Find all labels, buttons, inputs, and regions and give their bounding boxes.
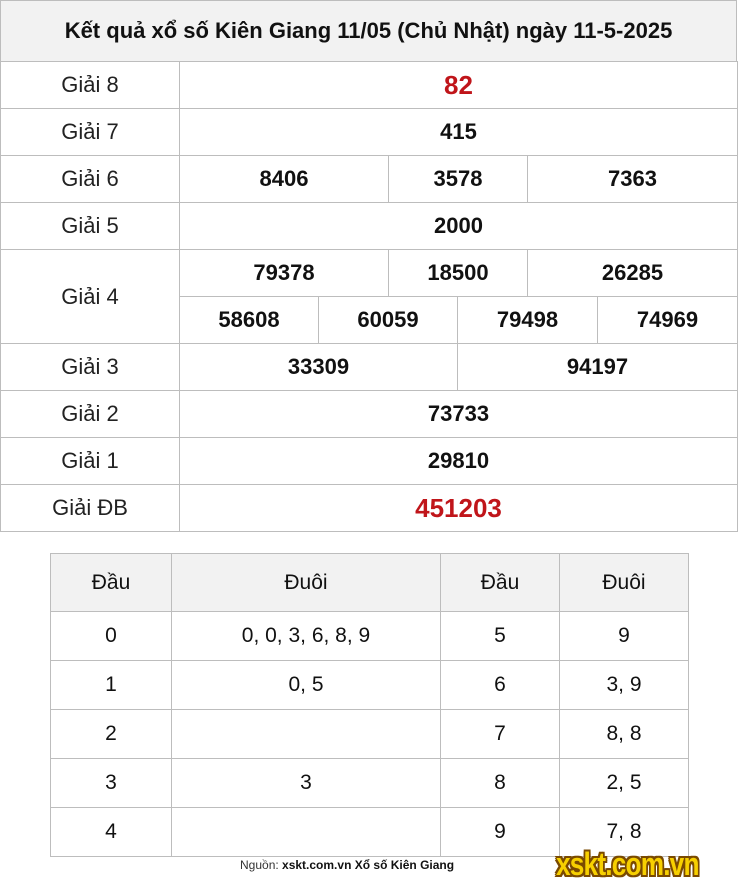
source-link[interactable]: xskt.com.vn Xổ số Kiên Giang [282, 858, 455, 872]
prize-row-gdb [1, 485, 738, 532]
loto-duoi: 2, 5 [560, 759, 689, 808]
prize-row-g1 [1, 438, 738, 485]
loto-duoi: 3, 9 [560, 661, 689, 710]
prize-label: Giải 4 [1, 250, 180, 344]
loto-row [51, 612, 689, 661]
prize-number: 79378 [180, 250, 389, 297]
loto-dau: 4 [51, 808, 172, 857]
prize-number: 3578 [389, 156, 528, 203]
loto-dau: 1 [51, 661, 172, 710]
prize-number: 415 [180, 109, 738, 156]
prize-number: 26285 [528, 250, 738, 297]
prize-number: 8406 [180, 156, 389, 203]
loto-dau: 0 [51, 612, 172, 661]
loto-header: Đầu [51, 554, 172, 612]
prize-number: 58608 [180, 297, 319, 344]
prize-label: Giải 7 [1, 109, 180, 156]
page-title: Kết quả xổ số Kiên Giang 11/05 (Chủ Nhật) ngày 11-5-2025 [0, 0, 737, 62]
prize-number: 33309 [180, 344, 458, 391]
loto-duoi: 7, 8 [560, 808, 689, 857]
loto-duoi: 3 [172, 759, 441, 808]
prize-label: Giải 1 [1, 438, 180, 485]
loto-header: Đuôi [560, 554, 689, 612]
prize-row-g7 [1, 109, 738, 156]
prize-number: 79498 [458, 297, 598, 344]
prize-number: 82 [180, 62, 738, 109]
special-prize-number: 451203 [180, 485, 738, 532]
site-logo[interactable]: xskt.com.vn [556, 846, 699, 882]
source-prefix: Nguồn: [240, 858, 283, 872]
source-credit [240, 858, 454, 872]
loto-duoi: 8, 8 [560, 710, 689, 759]
loto-dau: 7 [441, 710, 560, 759]
prize-label: Giải 3 [1, 344, 180, 391]
loto-dau: 8 [441, 759, 560, 808]
loto-dau: 2 [51, 710, 172, 759]
prize-label: Giải 2 [1, 391, 180, 438]
prize-row-g3 [1, 344, 738, 391]
prize-number: 73733 [180, 391, 738, 438]
loto-row [51, 710, 689, 759]
loto-duoi: 9 [560, 612, 689, 661]
prize-row-g5 [1, 203, 738, 250]
prize-label: Giải ĐB [1, 485, 180, 532]
loto-header: Đầu [441, 554, 560, 612]
prize-label: Giải 6 [1, 156, 180, 203]
prize-number: 18500 [389, 250, 528, 297]
loto-table [50, 553, 689, 857]
loto-duoi: 0, 0, 3, 6, 8, 9 [172, 612, 441, 661]
loto-row [51, 759, 689, 808]
loto-dau: 9 [441, 808, 560, 857]
loto-header: Đuôi [172, 554, 441, 612]
loto-dau: 6 [441, 661, 560, 710]
loto-dau: 3 [51, 759, 172, 808]
loto-header-row [51, 554, 689, 612]
prize-label: Giải 8 [1, 62, 180, 109]
loto-duoi: 0, 5 [172, 661, 441, 710]
prize-number: 94197 [458, 344, 738, 391]
prize-number: 7363 [528, 156, 738, 203]
prize-number: 29810 [180, 438, 738, 485]
prize-row-g6 [1, 156, 738, 203]
loto-dau: 5 [441, 612, 560, 661]
prize-row-g2 [1, 391, 738, 438]
loto-duoi [172, 710, 441, 759]
prize-number: 2000 [180, 203, 738, 250]
prize-row-g4 [1, 250, 738, 297]
results-table [0, 61, 738, 532]
prize-row-g8 [1, 62, 738, 109]
loto-duoi [172, 808, 441, 857]
prize-number: 60059 [319, 297, 458, 344]
prize-number: 74969 [598, 297, 738, 344]
prize-label: Giải 5 [1, 203, 180, 250]
loto-row [51, 661, 689, 710]
